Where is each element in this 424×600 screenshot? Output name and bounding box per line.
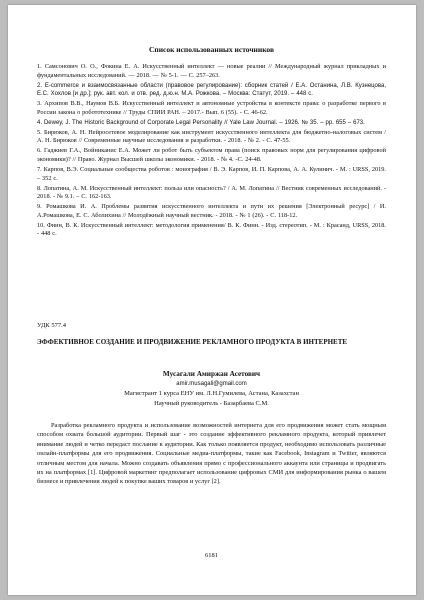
reference-item: 9. Ромашкова И. А. Проблемы развития искусственного интеллекта и пути их решения [Электронный ресурс] / И. А.Ромашкова, Е. С. Аболихина // Молодёжный научный вестник. - 2018. - № 1 (26). - С. 118-12. [37,203,386,219]
author-affiliation: Магистрант 1 курса ЕНУ им. Л.Н.Гумилева, Астана, Казахстан [124,390,299,397]
author-name: Мусагали Амиржан Асетович [162,370,261,378]
body-paragraph: Разработка рекламного продукта и использование возможностей интернета для его продвижения может стать мощным способом охвата большой аудитории. Первый шаг - это создание эффективного рекламного продукта, который привлечет внимание людей и четко передаст послание к аудитории. Как только появляется продукт, необходимо использовать различные онлайн-платформы для его продвижения. Социальные медиа-платформы, такие как Facebook, Instagram и Twitter, являются отличным местом для начала. Можно создавать объявления прямо с профессионального аккаунта или страницы и продвигать их на платформах [1]. Цифровой маркетинг предполагает использование цифровых СМИ для информирования рынка о вашем бизнесе и привлечения людей к покупке ваших товаров и услуг [2]. [37,422,386,486]
reference-item: 5. Бирюков, А. Н. Нейросетевое моделирование как инструмент искусственного интеллекта для бюджетно-налоговых систем / А. Н. Бирюков // Современные научные исследования и разработки. - 2018. - № 2. - С. 47-55. [37,128,386,145]
author-email: amir.musagali@gmail.com [176,380,247,387]
reference-item: 3. Архипов В.В., Наумов В.Б. Искусственный интеллект и автономные устройства в контексте права: о разработке первого в России закона о робототехнике // Труды СПИИ РАН. – 2017.- Вып. 6 (55). - С. 46-62. [37,100,386,116]
udk-code: УДК 577.4 [37,322,66,329]
reference-item: 10. Финн, В. К. Искусственный интеллект: методология применения/ В. К. Финн. - Изд. стереотип. - М. : Красанд, URSS, 2018. - 448 с. [37,221,386,238]
scientific-supervisor: Научный руководитель - Базарбаева С.М. [154,399,269,407]
reference-item: 7. Карпов, В.Э. Социальные сообщества роботов : монография / В. Э. Карпов, И. П. Карпова, А. А. Кулинич. - М. : URSS, 2019. – 352 с. [37,166,386,182]
reference-item: 2. E-commerce и взаимосвязанные области (правовое регулирование): сборник статей / Е.А. Останина, Л.В. Кузнецова, Е.С. Хохлов [и др.]; рук. авт. кол. и отв. ред. д.ю.н. М.А. Рожкова. – Москва: Статут, 2019. – 448 с. [37,82,386,98]
references-heading: Список использованных источников [148,45,275,54]
references-list [37,63,386,240]
reference-item: 4. Dewey, J. The Historic Background of Corporate Legal Personality // Yale Law Journal. – 1926. № 35. – pp. 655 – 673. [37,119,365,126]
article-body [37,421,386,487]
reference-item: 1. Самсонович О. О., Фокина Е. А. Искусственный интеллект — новые реалии // Международный журнал прикладных и фундаментальных исследований. — 2018. — № 5-1. — С. 257–263. [37,63,386,79]
author-block [37,370,386,408]
reference-item: 6. Гаджиев Г.А., Войниканис Е.А. Может ли робот быть субъектом права (поиск правовых норм для регулирования цифровой экономики)? // Право. Журнал Высшей школы экономики. - 2018. - № 4. -С. 24-48. [37,147,386,163]
page-number: 6181 [205,552,218,559]
article-title: ЭФФЕКТИВНОЕ СОЗДАНИЕ И ПРОДВИЖЕНИЕ РЕКЛАМНОГО ПРОДУКТА В ИНТЕРНЕТЕ [37,338,348,346]
document-page [8,5,416,595]
reference-item: 8. Лопатина, А. М. Искусственный интеллект: польза или опасность? / А. М. Лопатина // Вестник современных исследований. - 2018. - № 9.1. – С. 162-163. [37,184,386,201]
